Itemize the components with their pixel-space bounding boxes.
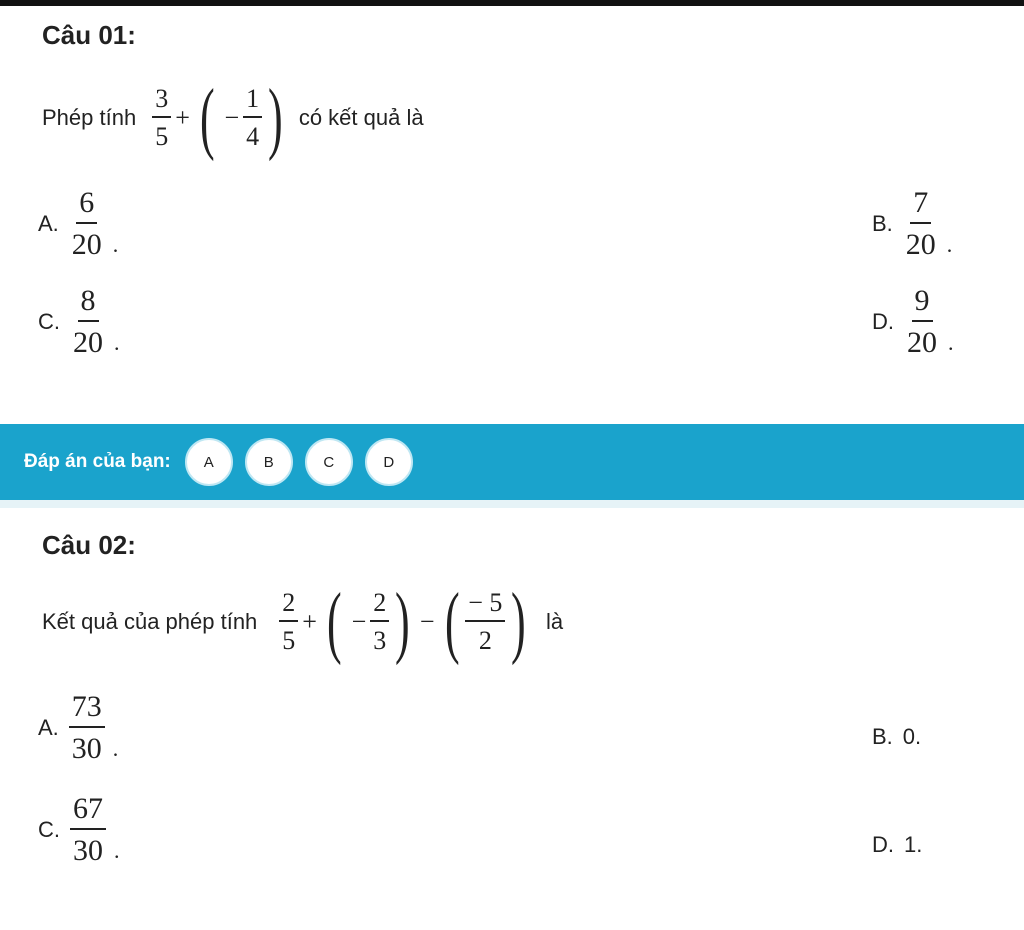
- option-fraction: $\frac{73}{30}$: [69, 692, 105, 764]
- minus-operator: −: [224, 103, 240, 132]
- q1-option-a: A. $\frac{6}{20}$ .: [38, 186, 119, 261]
- fraction-2-5: $\frac{2}{5}$: [279, 590, 298, 654]
- numerator: 3: [152, 86, 171, 118]
- answer-button-c[interactable]: C: [305, 438, 353, 486]
- right-paren: ): [395, 578, 410, 666]
- fraction-2-3: $\frac{2}{3}$: [370, 590, 389, 654]
- fraction-3-5: [152, 86, 171, 150]
- answer-button-b[interactable]: B: [245, 438, 293, 486]
- option-letter: D.: [872, 309, 894, 334]
- answer-bar: [0, 424, 1024, 500]
- option-fraction: $\frac{8}{20}$: [73, 284, 103, 359]
- option-fraction: $\frac{6}{20}$: [71, 186, 102, 261]
- plus-operator: +: [302, 607, 317, 636]
- option-letter: D.: [872, 832, 894, 857]
- right-paren: ): [511, 578, 527, 666]
- q2-option-d: [872, 832, 922, 858]
- question-1-prompt: [42, 74, 424, 162]
- option-fraction: $\frac{67}{30}$: [70, 794, 106, 866]
- option-letter: C.: [38, 309, 60, 334]
- option-fraction: $\frac{7}{20}$: [905, 186, 936, 261]
- option-fraction: $\frac{9}{20}$: [907, 284, 937, 359]
- option-letter: B.: [872, 211, 893, 236]
- answer-button-d[interactable]: D: [365, 438, 413, 486]
- left-paren: (: [199, 74, 215, 162]
- option-letter: C.: [38, 817, 60, 842]
- answer-button-a[interactable]: A: [185, 438, 233, 486]
- minus-operator: −: [351, 607, 367, 636]
- fraction-neg5-2: $\frac{- 5}{2}$: [465, 590, 505, 654]
- option-value: 1.: [904, 832, 923, 857]
- q2-option-c: C. $\frac{67}{30}$ .: [38, 792, 120, 867]
- prompt-text-after: có kết quả là: [298, 105, 424, 130]
- denominator: 5: [155, 122, 169, 151]
- option-letter: A.: [38, 211, 59, 236]
- question-1-title: Câu 01:: [42, 20, 136, 50]
- section-divider: [0, 500, 1024, 508]
- question-2-title: Câu 02:: [42, 530, 136, 560]
- left-paren: (: [326, 578, 342, 666]
- q1-option-d: D. $\frac{9}{20}$ .: [872, 284, 954, 359]
- prompt-text-before: Kết quả của phép tính: [42, 609, 258, 634]
- option-value: 0.: [902, 724, 922, 749]
- right-paren: ): [268, 74, 283, 162]
- question-2-prompt: [42, 578, 564, 666]
- option-letter: A.: [38, 715, 59, 740]
- prompt-text-after: là: [546, 609, 564, 634]
- denominator: 4: [246, 122, 260, 151]
- numerator: 1: [243, 86, 262, 118]
- plus-operator: +: [175, 103, 190, 132]
- prompt-text-before: Phép tính: [42, 105, 137, 130]
- minus-operator: −: [419, 607, 435, 636]
- answer-label: Đáp án của bạn:: [24, 451, 171, 472]
- q1-option-c: C. $\frac{8}{20}$ .: [38, 284, 120, 359]
- q2-option-a: A. $\frac{73}{30}$ .: [38, 690, 119, 765]
- option-letter: B.: [872, 724, 893, 749]
- q1-option-b: B. $\frac{7}{20}$ .: [872, 186, 953, 261]
- left-paren: (: [444, 578, 460, 666]
- fraction-1-4: [243, 86, 262, 150]
- top-border: [0, 0, 1024, 6]
- q2-option-b: [872, 724, 921, 750]
